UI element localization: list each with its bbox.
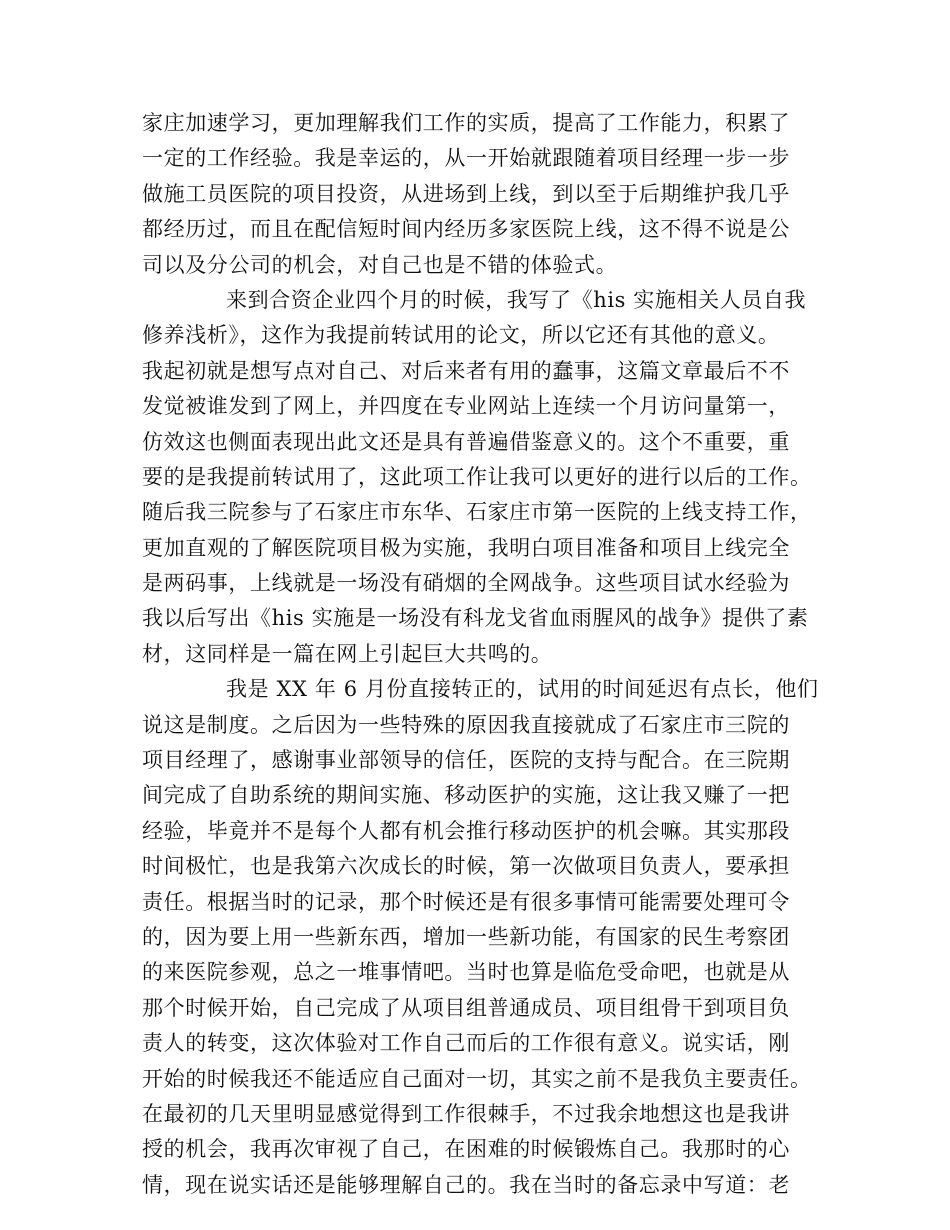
text-line: 授的机会，我再次审视了自己，在困难的时候锻炼自己。我那时的心 bbox=[142, 1137, 790, 1162]
text-line: 责人的转变，这次体验对工作自己而后的工作很有意义。说实话，刚 bbox=[142, 1031, 790, 1056]
text-line: 的来医院参观，总之一堆事情吧。当时也算是临危受命吧，也就是从 bbox=[142, 960, 790, 985]
text-line: 仿效这也侧面表现出此文还是具有普遍借鉴意义的。这个不重要，重 bbox=[142, 429, 790, 454]
text-line: 司以及分公司的机会，对自己也是不错的体验式。 bbox=[142, 252, 618, 277]
text-line: 我起初就是想写点对自己、对后来者有用的蠢事，这篇文章最后不不 bbox=[142, 358, 790, 383]
text-line: 的，因为要上用一些新东西，增加一些新功能，有国家的民生考察团 bbox=[142, 924, 790, 949]
text-line: 我是 XX 年 6 月份直接转正的，试用的时间延迟有点长，他们 bbox=[226, 677, 819, 702]
text-line: 我以后写出《his 实施是一场没有科龙戈省血雨腥风的战争》提供了素 bbox=[142, 606, 809, 631]
text-line: 来到合资企业四个月的时候，我写了《his 实施相关人员自我 bbox=[226, 287, 807, 312]
text-line: 都经历过，而且在配信短时间内经历多家医院上线，这不得不说是公 bbox=[142, 217, 790, 242]
text-line: 做施工员医院的项目投资，从进场到上线，到以至于后期维护我几乎 bbox=[142, 181, 790, 206]
text-line: 一定的工作经验。我是幸运的，从一开始就跟随着项目经理一步一步 bbox=[142, 146, 790, 171]
text-line: 修养浅析》，这作为我提前转试用的论文，所以它还有其他的意义。 bbox=[142, 323, 780, 348]
text-line: 责任。根据当时的记录，那个时候还是有很多事情可能需要处理可令 bbox=[142, 889, 790, 914]
text-line: 间完成了自助系统的期间实施、移动医护的实施，这让我又赚了一把 bbox=[142, 783, 790, 808]
text-line: 材，这同样是一篇在网上引起巨大共鸣的。 bbox=[142, 641, 553, 666]
text-line: 项目经理了，感谢事业部领导的信任，医院的支持与配合。在三院期 bbox=[142, 748, 790, 773]
text-line: 要的是我提前转试用了，这此项工作让我可以更好的进行以后的工作。 bbox=[142, 464, 812, 489]
body-text bbox=[142, 106, 842, 1203]
text-line: 时间极忙，也是我第六次成长的时候，第一次做项目负责人，要承担 bbox=[142, 854, 790, 879]
text-line: 经验，毕竟并不是每个人都有机会推行移动医护的机会嘛。其实那段 bbox=[142, 818, 790, 843]
text-line: 开始的时候我还不能适应自己面对一切，其实之前不是我负主要责任。 bbox=[142, 1066, 812, 1091]
text-line: 情，现在说实话还是能够理解自己的。我在当时的备忘录中写道：老 bbox=[142, 1172, 790, 1197]
text-line: 是两码事，上线就是一场没有硝烟的全网战争。这些项目试水经验为 bbox=[142, 571, 790, 596]
text-line: 在最初的几天里明显感觉得到工作很棘手，不过我余地想这也是我讲 bbox=[142, 1101, 790, 1126]
text-line: 更加直观的了解医院项目极为实施，我明白项目准备和项目上线完全 bbox=[142, 535, 790, 560]
text-line: 说这是制度。之后因为一些特殊的原因我直接就成了石家庄市三院的 bbox=[142, 712, 790, 737]
text-line: 发觉被谁发到了网上，并四度在专业网站上连续一个月访问量第一， bbox=[142, 394, 790, 419]
text-line: 那个时候开始，自己完成了从项目组普通成员、项目组骨干到项目负 bbox=[142, 995, 790, 1020]
text-line: 随后我三院参与了石家庄市东华、石家庄市第一医院的上线支持工作， bbox=[142, 500, 812, 525]
text-line: 家庄加速学习，更加理解我们工作的实质，提高了工作能力，积累了 bbox=[142, 111, 790, 135]
